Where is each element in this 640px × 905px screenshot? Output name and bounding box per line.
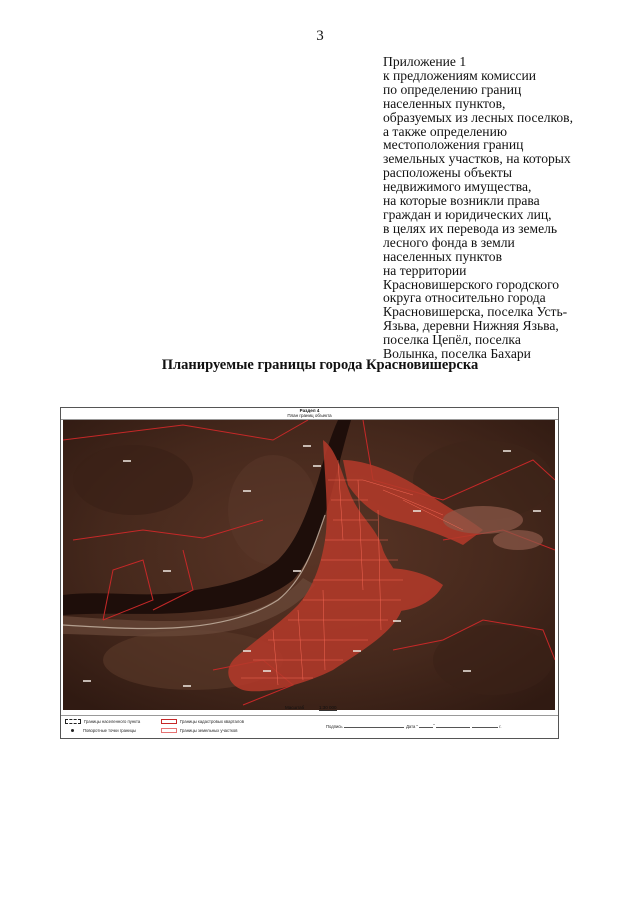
map-section-title: Раздел 4 — [299, 408, 320, 413]
appendix-line: образуемых из лесных поселков, — [383, 109, 574, 125]
appendix-line: округа относительно города — [383, 290, 546, 306]
signature-line: Подпись Дата " " г. — [326, 723, 502, 729]
appendix-line: Язьва, деревни Нижняя Язьва, — [383, 318, 559, 334]
date-day-blank — [419, 723, 433, 728]
appendix-line: расположены объекты — [383, 165, 512, 181]
map-legend — [61, 715, 558, 738]
red-border-swatch — [161, 719, 177, 724]
appendix-line: по определению границ — [383, 81, 522, 97]
appendix-line: Красновишерского городского — [383, 276, 560, 292]
appendix-caption — [383, 55, 623, 361]
map-section-subtitle: План границ объекта — [287, 413, 332, 418]
map-heading: Планируемые границы города Красновишерска — [161, 357, 479, 373]
dashed-border-swatch — [65, 719, 81, 724]
point-swatch — [71, 729, 74, 732]
appendix-line: населенных пунктов — [383, 248, 502, 264]
light-red-border-swatch — [161, 728, 177, 733]
signature-blank — [344, 723, 404, 728]
appendix-line: населенных пунктов, — [383, 95, 506, 111]
appendix-line: к предложениям комиссии — [383, 67, 537, 83]
page-number: 3 — [316, 28, 324, 44]
map-header — [61, 408, 558, 420]
scale-value: 1:30 000 — [319, 705, 337, 710]
legend-turning-points: Поворотные точки границы — [65, 728, 136, 733]
map-frame — [60, 407, 559, 739]
legend-settlement-border: Границы населенного пункта — [65, 719, 140, 724]
appendix-line: лесного фонда в земли — [383, 234, 515, 250]
appendix-line: недвижимого имущества, — [383, 179, 532, 195]
appendix-line: поселка Цепёл, поселка — [383, 332, 521, 348]
appendix-line: граждан и юридических лиц, — [383, 206, 552, 222]
date-year-blank — [472, 723, 498, 728]
legend-land-plots: Границы земельных участков — [161, 728, 237, 733]
appendix-line: а также определению — [383, 123, 508, 139]
appendix-line: на территории — [383, 262, 467, 278]
map-image — [63, 420, 555, 710]
appendix-line: Приложение 1 — [383, 54, 467, 69]
date-month-blank — [436, 723, 470, 728]
appendix-line: местоположения границ — [383, 137, 524, 153]
appendix-line: Волынка, поселка Бахари — [383, 346, 531, 362]
appendix-line: земельных участков, на которых — [383, 151, 571, 167]
appendix-line: на которые возникли права — [383, 193, 540, 209]
satellite-map — [63, 420, 555, 710]
appendix-line: в целях их перевода из земель — [383, 220, 558, 236]
legend-cadastral-blocks: Границы кадастровых кварталов — [161, 719, 244, 724]
appendix-line: Красновишерска, поселка Усть- — [383, 304, 568, 320]
scale-label: Масштаб — [285, 705, 305, 710]
